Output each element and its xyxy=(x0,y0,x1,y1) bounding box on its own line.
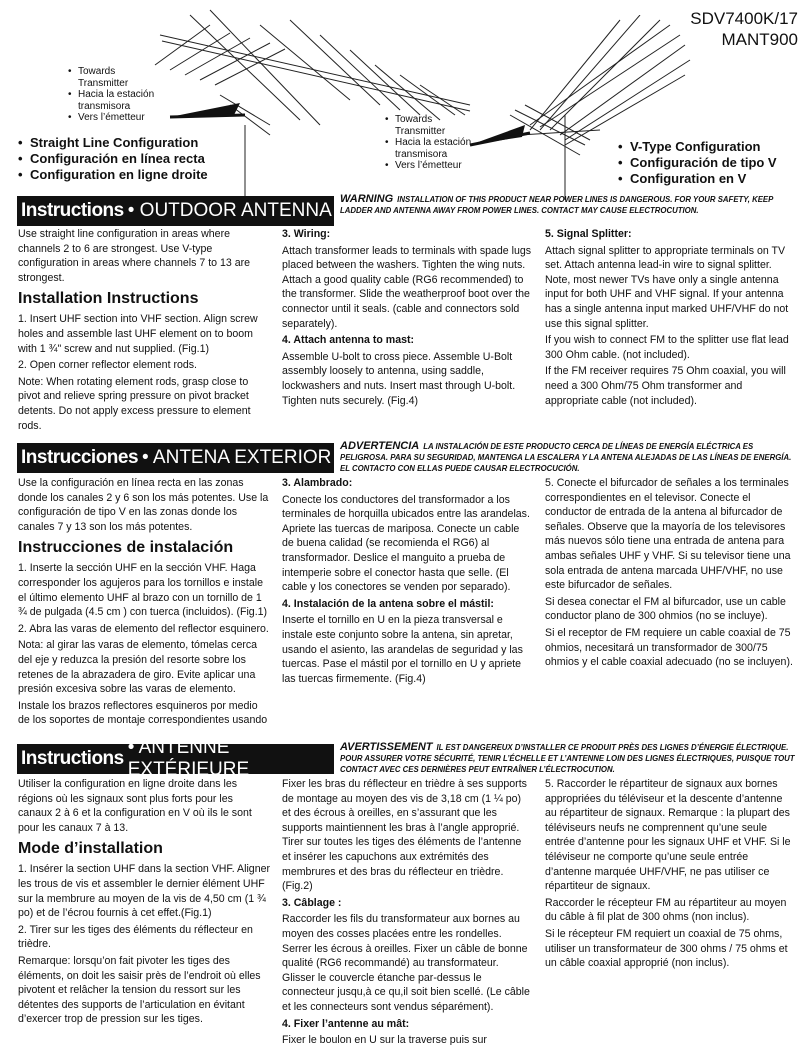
section-bar-es xyxy=(17,443,334,473)
fr-intro: Utiliser la configuration en ligne droite dans les régions où les signaux sont plus forts pour les canaux 2 à 6 et la configuration en V où ils le sont pour les canaux 7 à 13. xyxy=(18,778,252,834)
section-title-es: Instrucciones xyxy=(21,447,139,468)
es-step-3-heading: 3. Alambrado: xyxy=(282,477,353,489)
en-step-1: 1. Insert UHF section into VHF section. Align screw holes and assemble last UHF element on to boom with 1 ¾" screw and nut supplied. (Fig.1) xyxy=(18,313,258,355)
en-column-2 xyxy=(282,227,532,432)
es-step-2: 2. Abra las varas de elemento del reflector esquinero. xyxy=(18,622,269,635)
es-column-1 xyxy=(18,476,270,726)
fr-column-3 xyxy=(545,777,795,1045)
es-fm-1: Si desea conectar el FM al bifurcador, use un cable conductor plano de 300 ohmios (no se incluye). xyxy=(545,595,786,623)
fr-step-3-heading: 3. Câblage : xyxy=(282,896,342,909)
en-column-3 xyxy=(545,227,793,432)
warning-en: WARNING INSTALLATION OF THIS PRODUCT NEAR POWER LINES IS DANGEROUS. FOR YOUR SAFETY, KEEP LADDER AND ANTENNA AWAY FROM POWER LINES. CONTACT MAY CAUSE ELECTROCUTION. xyxy=(340,193,774,215)
model-line-1: SDV7400K/17 xyxy=(690,9,798,28)
en-step-3-heading: 3. Wiring: xyxy=(282,228,331,240)
straight-line-config-label: • Straight Line Configuration • Configuración en línea recta • Configuration en ligne droite xyxy=(18,135,278,183)
es-step-4-heading: 4. Instalación de la antena sobre el mástil: xyxy=(282,597,494,610)
fr-fm-2: Si le récepteur FM requiert un coaxial de 75 ohms, utiliser un transformateur de 300 ohms / 75 ohms et un câble coaxial approprié (non inclus). xyxy=(545,927,788,970)
es-step-5: 5. Conecte el bifurcador de señales a los terminales correspondientes en el televisor. Conecte el conductor de entrada de la antena al bifurcador de señales. Observe que la mayoría de los televisores más nuevos sólo tiene una entrada de antena para ambas señales UHF y VHF. Si su televisor tiene una sola entrada de antena marcada UHF/VHF, no use este bifurcador de señales. xyxy=(545,477,791,592)
es-intro: Use la configuración en línea recta en las zonas donde los canales 2 y 6 son los más potentes. Use la configuración de tipo V en las zonas donde los canales 7 y 13 son los más potentes. xyxy=(18,477,269,533)
en-step-3: Attach transformer leads to terminals with spade lugs placed between the washers. Tighten the wing nuts. Attach a good quality cable (RG6 recommended) to the transformer. Slide the weatherproof boot over the connector until it seals. (cable and connectors sold separately). xyxy=(282,244,532,330)
section-title-en: Instructions xyxy=(21,200,124,221)
section-subtitle-fr: • ANTENNE EXTÉRIEURE xyxy=(127,737,250,780)
section-subtitle-en: • OUTDOOR ANTENNA xyxy=(127,200,332,221)
fr-column-2 xyxy=(282,777,532,1045)
es-step-3: Conecte los conductores del transformador a los terminales de horquilla ubicados entre las arandelas. Apriete las tuercas de mariposa. Conecte un cable de buena calidad (se recomienda el RG6) al transformador. Deslice el manguito a prueba de intemperie sobre el conector hasta que selle. (El cable y los conectores se venden por separado). xyxy=(282,493,530,594)
en-step-2: 2. Open corner reflector element rods. xyxy=(18,359,198,372)
en-step-4: Assemble U-bolt to cross piece. Assemble U-Bolt assembly loosely to antenna, using saddle, lockwashers and nuts. Insert mast through U-bolt. Tighten nuts securely. (Fig.4) xyxy=(282,350,516,407)
es-note: Nota: al girar las varas de elemento, tómelas cerca del eje y reduzca la presión del resorte sobre los retenes de la abrazadera de giro. Evite aplicar una presión excesiva sobre las varas de elemento. xyxy=(18,639,258,696)
fr-fm-1: Raccorder le récepteur FM au répartiteur au moyen du câble à fil plat de 300 ohms (non inclus). xyxy=(545,896,787,924)
fr-step-4-heading: 4. Fixer l’antenne au mât: xyxy=(282,1017,410,1030)
fr-note: Remarque: lorsqu’on fait pivoter les tiges des éléments, on doit les saisir près de l’endroit où elles pivotent et relâcher la tension du ressort sur les détentes des supports de l’articulation en évitant d’exercer trop de pression sur les tiges. xyxy=(18,954,261,1026)
fr-column-1 xyxy=(18,777,270,1045)
es-heading: Instrucciones de instalación xyxy=(18,539,234,557)
model-line-2: MANT900 xyxy=(721,30,798,49)
en-step-5: Attach signal splitter to appropriate terminals on TV set. Attach antenna lead-in wire to signal splitter. Note, most newer TVs have only a single antenna input for both UHF and VHF signal. If your antenna has a single antenna input marked UHF/VHF do not use this signal splitter. xyxy=(545,244,789,330)
es-attach: Instale los brazos reflectores esquineros por medio de los soportes de montaje correspondientes usando xyxy=(18,699,268,726)
section-title-fr: Instructions xyxy=(21,748,124,769)
en-step-5-heading: 5. Signal Splitter: xyxy=(545,228,632,240)
fr-heading: Mode d’installation xyxy=(18,840,163,858)
en-note: Note: When rotating element rods, grasp close to pivot and relieve spring pressure on pivot bracket detents. Do not apply excess pressure to element rods. xyxy=(18,375,251,432)
warning-fr: AVERTISSEMENT IL EST DANGEREUX D’INSTALLER CE PRODUIT PRÈS DES LIGNES D’ÉNERGIE ÉLECTRIQUE. POUR ASSURER VOTRE SÉCURITÉ, TENIR L’ÉCHELLE ET L’ANTENNE LOIN DES LIGNES ÉLECTRIQUES, PUISQUE TOUT CONTACT AVEC CES DERNIÈRES PEUT ENTRAÎNER L’ÉLECTROCUTION. xyxy=(340,741,795,774)
es-fm-2: Si el receptor de FM requiere un cable coaxial de 75 ohmios, necesitará un transformador de 300/75 ohmios y el cable coaxial adecuado (no se incluyen). xyxy=(545,626,793,669)
warning-es: ADVERTENCIA LA INSTALACIÓN DE ESTE PRODUCTO CERCA DE LÍNEAS DE ENERGÍA ELÉCTRICA ES PELIGROSA. PARA SU SEGURIDAD, MANTENGA LA ESCALERA Y LA ANTENA ALEJADAS DE LAS LÍNEAS DE ENERGÍA. EL CONTACTO CON ELLAS PUEDE CAUSAR ELECTROCUCIÓN. xyxy=(340,440,792,473)
fr-step-1: 1. Insérer la section UHF dans la section VHF. Aligner les trous de vis et assembler le dernier élément UHF sur la membrure au moyen de la vis de 4,50 cm (1 ¾ po) et de l’écrou fournis à cet effet.(Fig.1) xyxy=(18,863,270,920)
fr-step-2: 2. Tirer sur les tiges des éléments du réflecteur en trièdre. xyxy=(18,923,253,951)
direction-label-left: • Towards Transmitter • Hacia la estación transmisora • Vers l’émetteur xyxy=(68,66,168,124)
fr-attach: Fixer les bras du réflecteur en trièdre à ses supports de montage au moyen des vis de 3,18 cm (1 ¼ po) et des écrous à oreilles, en s’assurant que les supports maintiennent les bras à l’angle approprié. Tirer sur toutes les tiges des éléments de l’antenne et insérer les capuchons aux extrémités des membrures et des bras du réflecteur en trièdre. (Fig.2) xyxy=(282,778,527,893)
es-step-4: Inserte el tornillo en U en la pieza transversal e instale este conjunto sobre la antena, sin apretar, usando el asiento, las arandelas de seguridad y las tuercas. Pase el mástil por el tornillo en U y apriete las tuercas firmemente. (Fig.4) xyxy=(282,614,523,685)
fr-step-3: Raccorder les fils du transformateur aux bornes au moyen des cosses placées entre les rondelles. Serrer les écrous à oreilles. Fixer un câble de bonne qualité (RG6 recommandé) au transformateur. Glisser le couvercle étanche par-dessus le connecteur jusqu,à ce qu,il soit bien scellé. (Le câble et les connecteurs sont vendus séparément). xyxy=(282,913,530,1013)
en-step-4-heading: 4. Attach antenna to mast: xyxy=(282,334,415,347)
fr-step-4: Fixer le boulon en U sur la traverse puis sur xyxy=(282,1034,487,1045)
es-column-3 xyxy=(545,476,795,726)
es-step-1: 1. Inserte la sección UHF en la sección VHF. Haga corresponder los agujeros para los tornillos e instale el último elemento UHF al brazo con un tornillo de 1 ¾ de pulgada (4.5 cm ) con tuerca (incluidos). (Fig.1) xyxy=(18,562,268,619)
en-heading: Installation Instructions xyxy=(18,290,199,308)
section-bar-fr xyxy=(17,737,334,780)
fr-step-5: 5. Raccorder le répartiteur de signaux aux bornes appropriées du téléviseur et la descente d’antenne au répartiteur de signaux. Remarque : la plupart des téléviseurs neufs ne comprennent qu’une seule entrée d’antenne pour les signaux UHF et VHF. Si le téléviseur ne comporte qu’une seule entrée d’antenne marquée UHF/VHF, ne pas utiliser ce répartiteur de signaux. xyxy=(545,778,791,893)
en-column-1 xyxy=(18,227,270,432)
model-number xyxy=(690,8,798,50)
section-bar-en xyxy=(17,196,334,226)
v-type-config-label: • V-Type Configuration • Configuración de tipo V • Configuration en V xyxy=(618,139,798,187)
en-fm-2: If the FM receiver requires 75 Ohm coaxial, you will need a 300 Ohm/75 Ohm transformer and appropriate cable (not included). xyxy=(545,365,786,407)
es-column-2 xyxy=(282,476,532,726)
en-fm-1: If you wish to connect FM to the splitter use flat lead 300 Ohm cable. (not included). xyxy=(545,334,789,361)
direction-label-right: • Towards Transmitter • Hacia la estación transmisora • Vers l’émetteur xyxy=(385,114,485,172)
en-intro: Use straight line configuration in areas where channels 2 to 6 are strongest. Use V-type configuration in areas where channels 7 to 13 are strongest. xyxy=(18,228,251,284)
section-subtitle-es: • ANTENA EXTERIOR xyxy=(142,447,332,468)
